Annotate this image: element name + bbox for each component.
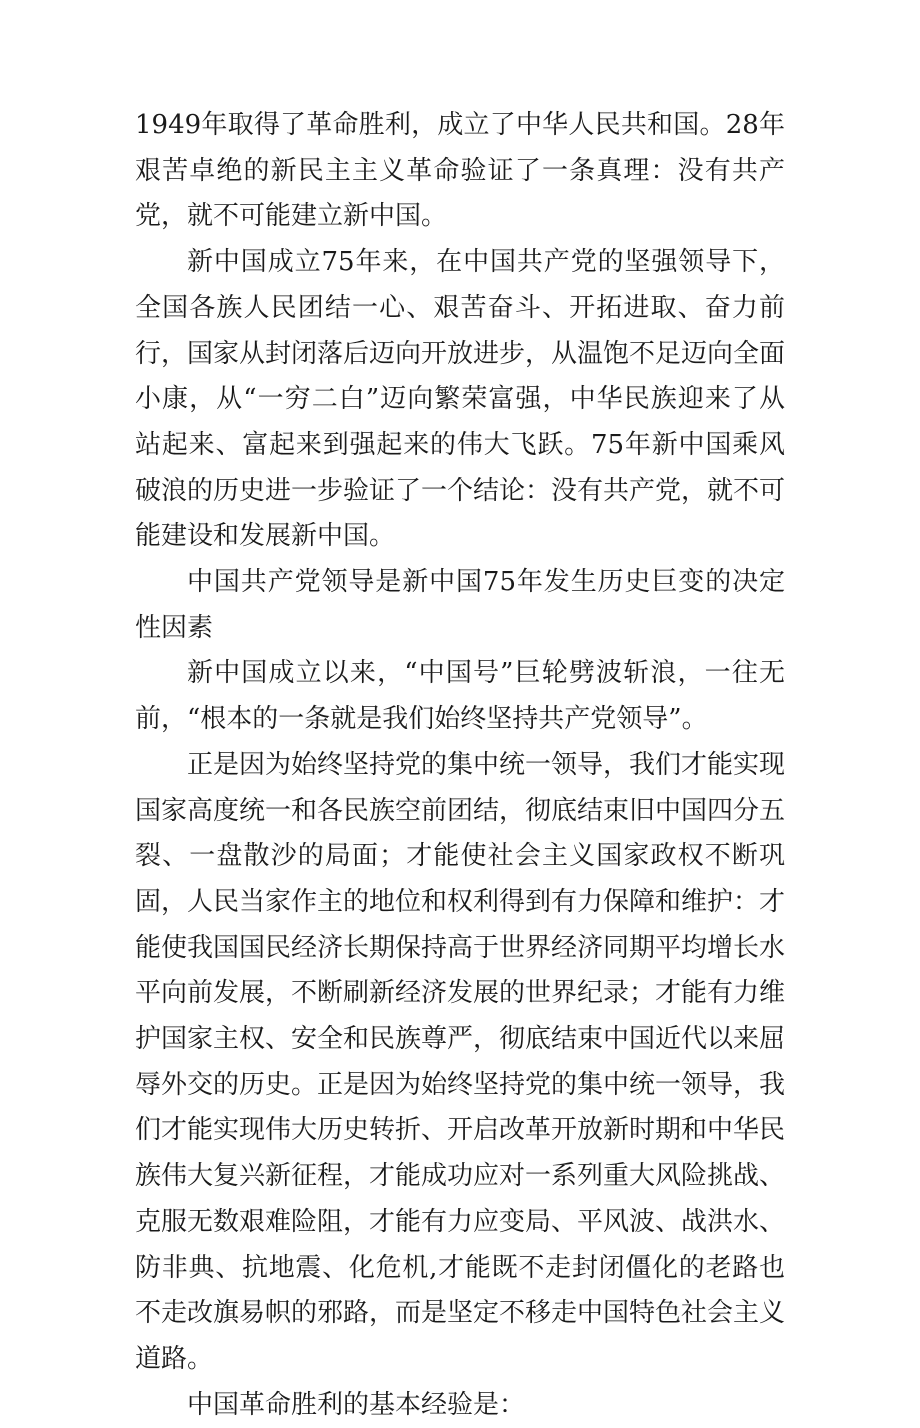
paragraph-basic-experience: 中国革命胜利的基本经验是：	[187, 1389, 526, 1420]
paragraph-revolution-victory: 1949年取得了革命胜利，成立了中华人民共和国。28年艰苦卓绝的新民主主义革命验证了一条真理：没有共产党，就不可能建立新中国。	[135, 110, 785, 232]
section-heading-decisive-factor: 中国共产党领导是新中国75年发生历史巨变的决定性因素	[135, 567, 785, 643]
document-body	[135, 103, 785, 1428]
paragraph-china-ship: 新中国成立以来，“中国号”巨轮劈波斩浪，一往无前，“根本的一条就是我们始终坚持共产党领导”。	[135, 658, 785, 735]
paragraph-75-years: 新中国成立75年来，在中国共产党的坚强领导下，全国各族人民团结一心、艰苦奋斗、开拓进取、奋力前行，国家从封闭落后迈向开放进步，从温饱不足迈向全面小康，从“一穷二白”迈向繁荣富强，中华民族迎来了从站起来、富起来到强起来的伟大飞跃。75年新中国乘风破浪的历史进一步验证了一个结论：没有共产党，就不可能建设和发展新中国。	[135, 247, 786, 552]
paragraph-centralized-leadership: 正是因为始终坚持党的集中统一领导，我们才能实现国家高度统一和各民族空前团结，彻底结束旧中国四分五裂、一盘散沙的局面；才能使社会主义国家政权不断巩固，人民当家作主的地位和权利得到有力保障和维护：才能使我国国民经济长期保持高于世界经济同期平均增长水平向前发展，不断刷新经济发展的世界纪录；才能有力维护国家主权、安全和民族尊严，彻底结束中国近代以来屈辱外交的历史。正是因为始终坚持党的集中统一领导，我们才能实现伟大历史转折、开启改革开放新时期和中华民族伟大复兴新征程，才能成功应对一系列重大风险挑战、克服无数艰难险阻，才能有力应变局、平风波、战洪水、防非典、抗地震、化危机,才能既不走封闭僵化的老路也不走改旗易帜的邪路，而是坚定不移走中国特色社会主义道路。	[135, 749, 786, 1374]
